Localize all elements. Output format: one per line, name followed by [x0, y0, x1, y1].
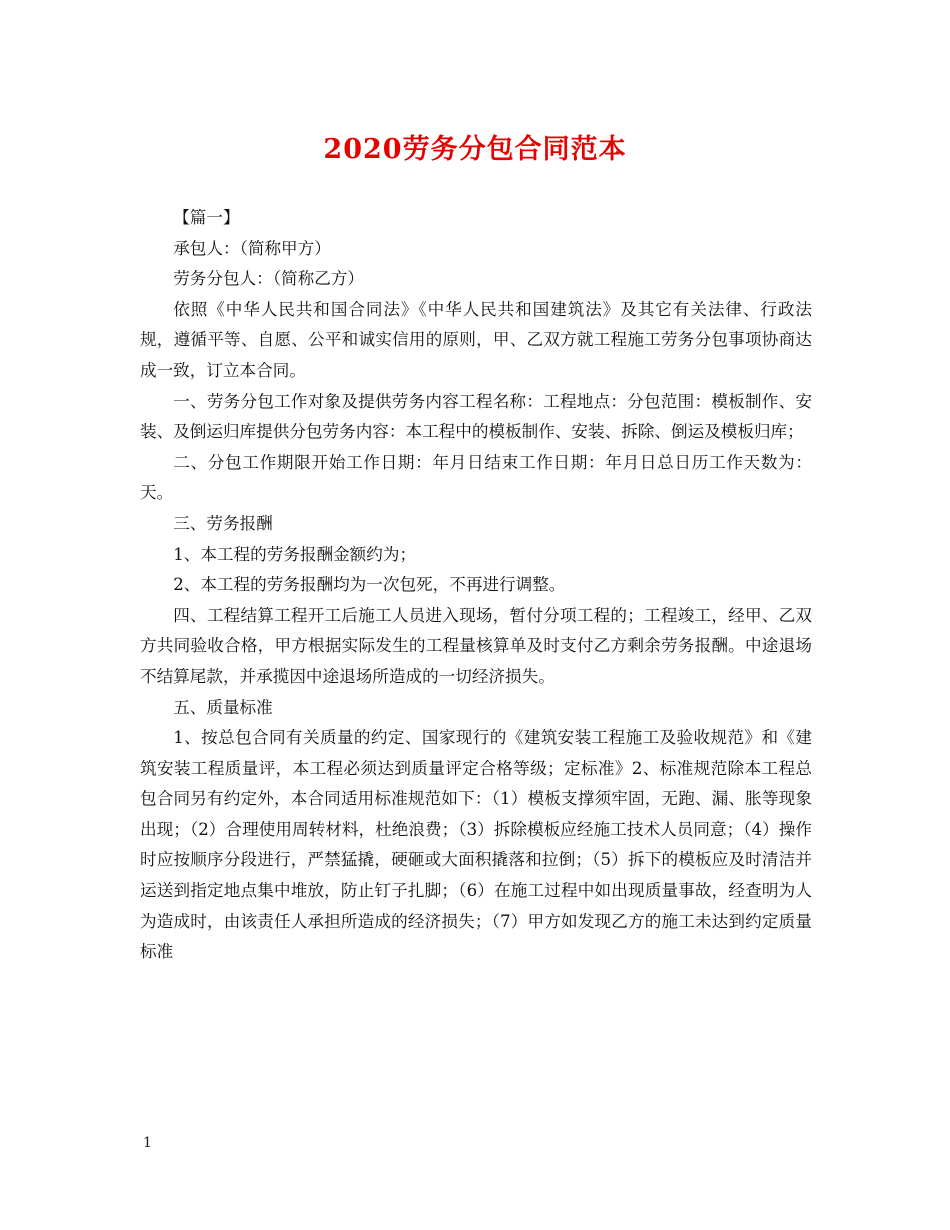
- paragraph-clause-3-2: 2、本工程的劳务报酬均为一次包死，不再进行调整。: [173, 575, 566, 595]
- paragraph-contractor: 承包人：（简称甲方）: [173, 238, 331, 258]
- paragraph-preamble: 依照《中华人民共和国合同法》《中华人民共和国建筑法》及其它有关法律、行政法规，遵循平等、自愿、公平和诚实信用的原则，甲、乙双方就工程施工劳务分包事项协商达成一致，订立本合同。: [140, 299, 812, 380]
- document-body: [140, 203, 812, 968]
- paragraph-clause-4: 四、工程结算工程开工后施工人员进入现场，暂付分项工程的；工程竣工，经甲、乙双方共同验收合格，甲方根据实际发生的工程量核算单及时支付乙方剩余劳务报酬。中途退场不结算尾款，并承揽因中途退场所造成的一切经济损失。: [140, 605, 812, 686]
- paragraph-clause-5-heading: 五、质量标准: [173, 697, 273, 717]
- section-heading: 【篇一】: [173, 208, 240, 227]
- paragraph-clause-3-1: 1、本工程的劳务报酬金额约为；: [173, 544, 417, 564]
- paragraph-subcontractor: 劳务分包人：（简称乙方）: [173, 269, 365, 289]
- page-number: 1: [143, 1135, 152, 1151]
- paragraph-clause-3-heading: 三、劳务报酬: [173, 513, 273, 533]
- document-title: 2020劳务分包合同范本: [323, 134, 627, 165]
- paragraph-clause-2: 二、分包工作期限开始工作日期：年月日结束工作日期：年月日总日历工作天数为：天。: [140, 452, 812, 503]
- paragraph-clause-1: 一、劳务分包工作对象及提供劳务内容工程名称：工程地点：分包范围：模板制作、安装、及倒运归库提供分包劳务内容：本工程中的模板制作、安装、拆除、倒运及模板归库；: [140, 391, 812, 442]
- paragraph-clause-5-1: 1、按总包合同有关质量的约定、国家现行的《建筑安装工程施工及验收规范》和《建筑安装工程质量评，本工程必须达到质量评定合格等级；定标准》2、标准规范除本工程总包合同另有约定外，本合同适用标准规范如下：（1）模板支撑须牢固，无跑、漏、胀等现象出现；（2）合理使用周转材料，杜绝浪费；（3）拆除模板应经施工技术人员同意；（4）操作时应按顺序分段进行，严禁猛撬，硬砸或大面积撬落和拉倒；（5）拆下的模板应及时清洁并运送到指定地点集中堆放，防止钉子扎脚；（6）在施工过程中如出现质量事故，经查明为人为造成时，由该责任人承担所造成的经济损失；（7）甲方如发现乙方的施工未达到约定质量标准: [140, 728, 812, 962]
